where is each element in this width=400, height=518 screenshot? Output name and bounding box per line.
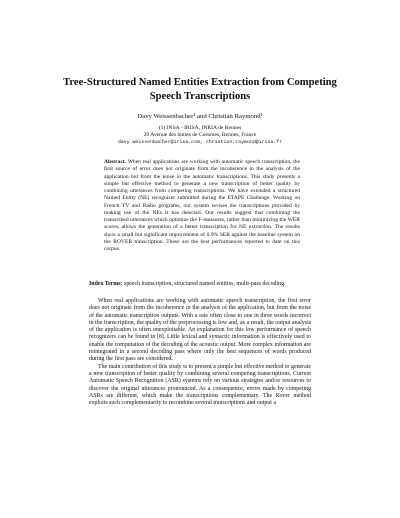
abstract-text: When real applications are working with automatic speech transcription, the first source of error does not originate from the incoherence in the analysis of the application but from the noise in the automatic transcriptions. This study presents a simple but effective method to generate a new transcription of better quality by combining utterances from competing transcriptions. We have extended a structured Named Entity (NE) recognizer submitted during the ETAPE Challenge. Working on French TV and Radio programs, our system revises the transcriptions provided by making use of the NEs it has detected. Our results suggest that combining the transcribed utterances which optimize the F-measures, rather than minimizing the WER scores, allows the generation of a better transcription for NE extraction. The results show a small but significant improvement of 0.9% SER against the baseline system on the ROVER transcription. These are the best performances reported to date on this corpus. bbox=[104, 159, 301, 252]
index-terms-label: Index Terms: bbox=[89, 281, 123, 287]
author-emails: davy.weissenbacher@irisa.com, christian.raymond@irisa.fr bbox=[117, 140, 283, 146]
body-paragraph: When real applications are working with automatic speech transcription, the first error does not originate from the incoherence in the analysis of the application, but from the noise of the automatic transcription outputs. With a rate often close to one in three words incorrect in the transcription, the quality of the preprocessing is low and, as a result, the output analysis of the application is often unexploitable. An explanation for this low performance of speech recognizers can be found in [8]. Little lexical and syntactic information is effectively used to enable the computation of the decoding of the acoustic output. More complex information are reintegrated in a second decoding pass where only the best sequences of words produced during the first pass are considered. bbox=[89, 298, 311, 363]
body-text bbox=[89, 298, 311, 407]
affiliation-address: 20 Avenue des buttes de Coesmes, Rennes, France bbox=[143, 132, 257, 139]
index-terms-text: speech transcription, structured named entities, multi-pass decoding. bbox=[124, 281, 286, 287]
author-list: Davy Weissenbacher¹ and Christian Raymond¹ bbox=[137, 113, 263, 120]
affiliation-institution: (1) INSA - IRISA, INRIA de Rennes bbox=[158, 125, 242, 131]
abstract-label: Abstract. bbox=[104, 159, 127, 165]
paper-title: Tree-Structured Named Entities Extraction from Competing Speech Transcriptions bbox=[63, 77, 337, 102]
abstract bbox=[104, 159, 300, 253]
index-terms bbox=[89, 281, 311, 288]
affiliation-block bbox=[50, 125, 350, 147]
body-paragraph: The main contribution of this study is to present a simple but effective method to generate a new transcription of better quality by combining several competing transcriptions. Current Automatic Speech Recognition (ASR) systems rely on various strategies and/or resources to discover the original utterances pronounced. As a consequence, errors made by competing ASRs are different, which make the transcriptions complementary. The Rover method exploits such complementarity to recombine several transcriptions and output a bbox=[89, 363, 311, 407]
